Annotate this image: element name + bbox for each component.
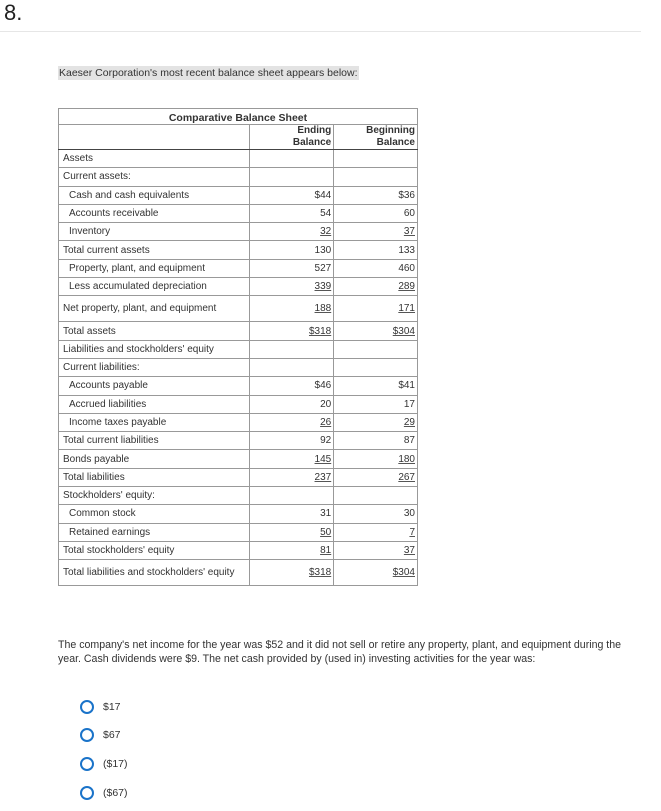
ending-balance-cell-value: $318	[308, 325, 332, 337]
row-label: Liabilities and stockholders' equity	[59, 340, 250, 358]
table-row	[59, 487, 418, 505]
ending-balance-cell	[250, 358, 334, 376]
option-4[interactable]	[80, 786, 128, 800]
beginning-balance-cell-value: 87	[403, 435, 415, 447]
row-label: Net property, plant, and equipment	[59, 296, 250, 322]
beginning-balance-cell	[334, 432, 418, 450]
row-label: Retained earnings	[59, 523, 250, 541]
question-text: The company's net income for the year was $52 and it did not sell or retire any property, plant, and equipment during the year. Cash dividends were $9. The net cash provided by (used in) investing activities for the year was:	[58, 639, 622, 665]
table-row	[59, 278, 418, 296]
header-beginning-line1: Beginning	[366, 125, 415, 136]
radio-circle-icon[interactable]	[80, 700, 94, 714]
row-label: Total stockholders' equity	[59, 541, 250, 559]
table-row	[59, 259, 418, 277]
row-label: Accounts payable	[59, 377, 250, 395]
beginning-balance-cell-value: 289	[398, 281, 415, 293]
row-label: Total current liabilities	[59, 432, 250, 450]
table-row	[59, 432, 418, 450]
ending-balance-cell	[250, 541, 334, 559]
question-number: 8.	[4, 0, 23, 25]
ending-balance-cell-value: 130	[314, 244, 332, 256]
radio-circle-icon[interactable]	[80, 728, 94, 742]
ending-balance-cell-value: 32	[320, 226, 332, 238]
header-ending-line2: Balance	[292, 137, 332, 148]
beginning-balance-cell	[334, 186, 418, 204]
table-row	[59, 413, 418, 431]
table-row	[59, 204, 418, 222]
ending-balance-cell-value: 237	[314, 471, 332, 483]
beginning-balance-cell	[334, 358, 418, 376]
table-row	[59, 186, 418, 204]
row-label: Stockholders' equity:	[59, 487, 250, 505]
ending-balance-cell	[250, 432, 334, 450]
beginning-balance-cell	[334, 223, 418, 241]
row-label: Current liabilities:	[59, 358, 250, 376]
ending-balance-cell-value: 54	[320, 208, 332, 220]
table-row	[59, 322, 418, 340]
ending-balance-cell	[250, 413, 334, 431]
header-beginning-line2: Balance	[376, 137, 415, 148]
table-row	[59, 505, 418, 523]
ending-balance-cell	[250, 204, 334, 222]
beginning-balance-cell	[334, 560, 418, 586]
ending-balance-cell-value: 81	[320, 545, 332, 557]
ending-balance-cell-value: 26	[320, 417, 332, 428]
option-3[interactable]	[80, 757, 128, 771]
table-row	[59, 541, 418, 559]
ending-balance-cell	[250, 278, 334, 296]
beginning-balance-cell-value: 267	[398, 471, 415, 483]
ending-balance-cell	[250, 186, 334, 204]
row-label: Accounts receivable	[59, 204, 250, 222]
ending-balance-cell-value: 145	[314, 453, 332, 465]
ending-balance-cell	[250, 468, 334, 486]
ending-balance-cell	[250, 377, 334, 395]
beginning-balance-cell	[334, 468, 418, 486]
beginning-balance-cell	[334, 541, 418, 559]
ending-balance-cell	[250, 322, 334, 340]
option-1[interactable]	[80, 700, 121, 714]
ending-balance-cell-value: 20	[320, 398, 332, 410]
ending-balance-cell	[250, 241, 334, 259]
ending-balance-cell-value: 92	[320, 435, 332, 447]
beginning-balance-cell-value: 37	[403, 226, 415, 238]
beginning-balance-cell-value: 7	[409, 526, 415, 538]
ending-balance-cell	[250, 340, 334, 358]
row-label: Total current assets	[59, 241, 250, 259]
beginning-balance-cell-value: 29	[403, 417, 415, 428]
table-row	[59, 241, 418, 259]
beginning-balance-cell	[334, 259, 418, 277]
row-label: Total liabilities	[59, 468, 250, 486]
ending-balance-cell-value: $318	[308, 567, 332, 579]
table-row	[59, 377, 418, 395]
table-row	[59, 340, 418, 358]
row-label: Current assets:	[59, 168, 250, 186]
beginning-balance-cell-value: $36	[398, 189, 415, 201]
row-label: Cash and cash equivalents	[59, 186, 250, 204]
table-title: Comparative Balance Sheet	[59, 109, 418, 125]
beginning-balance-cell	[334, 150, 418, 168]
beginning-balance-cell	[334, 487, 418, 505]
table-body	[59, 150, 418, 586]
option-label: $17	[103, 701, 121, 713]
ending-balance-cell	[250, 395, 334, 413]
beginning-balance-cell	[334, 278, 418, 296]
header-label-cell	[59, 125, 250, 150]
beginning-balance-cell-value: 171	[398, 303, 415, 315]
row-label: Property, plant, and equipment	[59, 259, 250, 277]
table-row	[59, 450, 418, 468]
divider	[0, 31, 641, 32]
ending-balance-cell	[250, 523, 334, 541]
row-label: Bonds payable	[59, 450, 250, 468]
ending-balance-cell	[250, 560, 334, 586]
beginning-balance-cell-value: 17	[403, 398, 415, 410]
ending-balance-cell-value: $44	[314, 189, 332, 201]
beginning-balance-cell-value: $304	[392, 325, 415, 337]
beginning-balance-cell	[334, 395, 418, 413]
row-label: Accrued liabilities	[59, 395, 250, 413]
beginning-balance-cell	[334, 241, 418, 259]
ending-balance-cell-value: 527	[314, 262, 332, 274]
ending-balance-cell	[250, 450, 334, 468]
option-label: $67	[103, 729, 121, 741]
beginning-balance-cell-value: 180	[398, 453, 415, 465]
beginning-balance-cell-value: $304	[392, 567, 415, 579]
row-label: Common stock	[59, 505, 250, 523]
beginning-balance-cell	[334, 296, 418, 322]
radio-circle-icon[interactable]	[80, 786, 94, 800]
beginning-balance-cell-value: 60	[403, 208, 415, 220]
row-label: Income taxes payable	[59, 413, 250, 431]
table-row	[59, 395, 418, 413]
beginning-balance-cell	[334, 168, 418, 186]
beginning-balance-cell-value: 37	[403, 545, 415, 557]
beginning-balance-cell	[334, 322, 418, 340]
ending-balance-cell	[250, 505, 334, 523]
option-label: ($17)	[103, 758, 128, 770]
option-2[interactable]	[80, 728, 121, 742]
ending-balance-cell-value: $46	[314, 380, 332, 392]
table-row	[59, 468, 418, 486]
table-row	[59, 560, 418, 586]
beginning-balance-cell	[334, 340, 418, 358]
beginning-balance-cell-value: 460	[398, 262, 415, 274]
table-row	[59, 523, 418, 541]
header-ending-line1: Ending	[297, 125, 332, 136]
table-row	[59, 358, 418, 376]
ending-balance-cell	[250, 168, 334, 186]
ending-balance-cell	[250, 150, 334, 168]
beginning-balance-cell	[334, 377, 418, 395]
table-row	[59, 150, 418, 168]
radio-circle-icon[interactable]	[80, 757, 94, 771]
option-label: ($67)	[103, 787, 128, 799]
ending-balance-cell-value: 50	[320, 526, 332, 538]
row-label: Total liabilities and stockholders' equity	[59, 560, 250, 586]
ending-balance-cell	[250, 296, 334, 322]
table-row	[59, 296, 418, 322]
ending-balance-cell	[250, 487, 334, 505]
beginning-balance-cell	[334, 450, 418, 468]
row-label: Assets	[59, 150, 250, 168]
beginning-balance-cell-value: 30	[403, 508, 415, 520]
ending-balance-cell-value: 188	[314, 303, 332, 315]
ending-balance-cell-value: 339	[314, 281, 332, 293]
table-row	[59, 223, 418, 241]
ending-balance-cell	[250, 259, 334, 277]
row-label: Less accumulated depreciation	[59, 278, 250, 296]
ending-balance-cell-value: 31	[320, 508, 332, 520]
beginning-balance-cell	[334, 523, 418, 541]
header-ending	[250, 125, 334, 150]
beginning-balance-cell-value: 133	[398, 244, 415, 256]
balance-sheet-table	[58, 108, 418, 586]
row-label: Total assets	[59, 322, 250, 340]
header-beginning	[334, 125, 418, 150]
beginning-balance-cell-value: $41	[398, 380, 415, 392]
row-label: Inventory	[59, 223, 250, 241]
beginning-balance-cell	[334, 413, 418, 431]
ending-balance-cell	[250, 223, 334, 241]
table-row	[59, 168, 418, 186]
beginning-balance-cell	[334, 505, 418, 523]
beginning-balance-cell	[334, 204, 418, 222]
intro-text: Kaeser Corporation's most recent balance sheet appears below:	[59, 67, 358, 79]
